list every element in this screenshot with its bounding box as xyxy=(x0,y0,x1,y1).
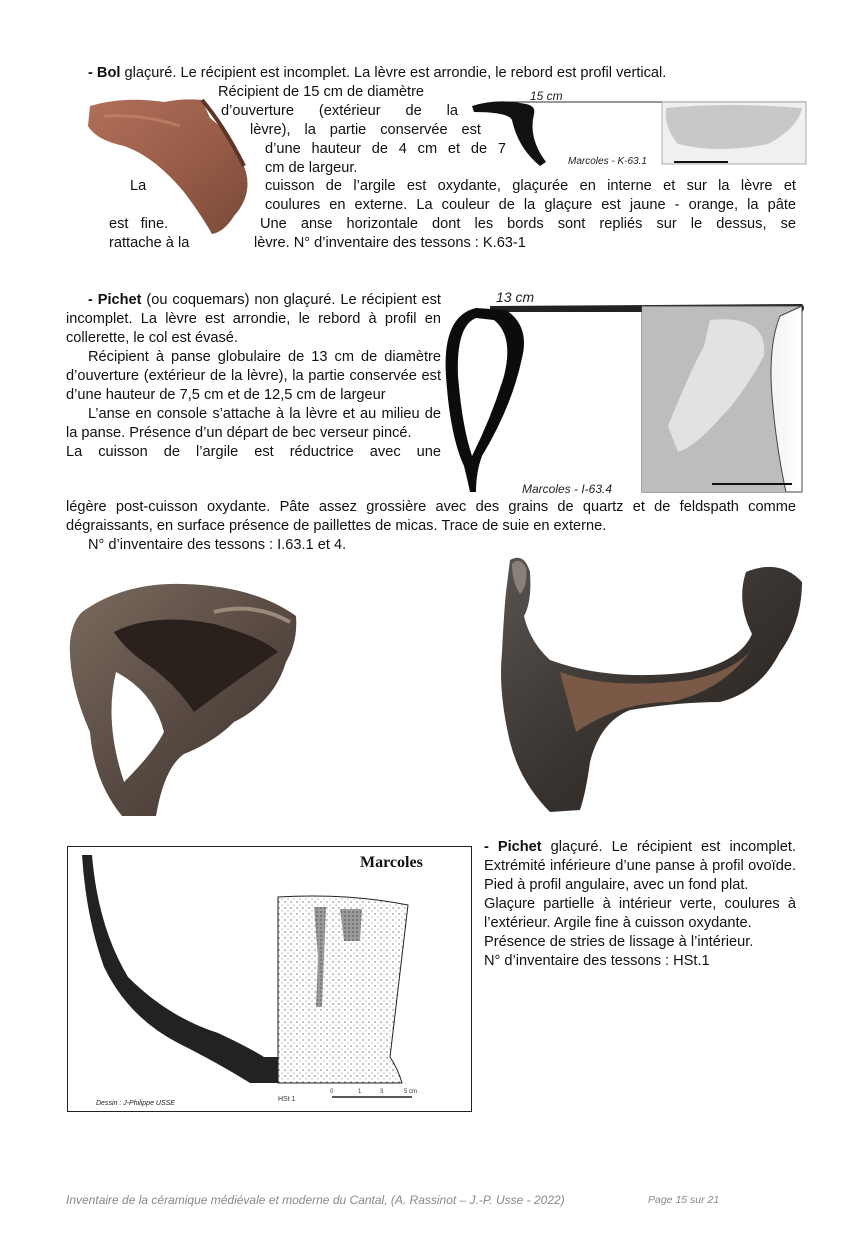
item1-line1: Récipient de 15 cm de diamètre xyxy=(218,84,425,100)
item3-lead: - Pichet xyxy=(484,839,542,855)
item2-p4b: légère post-cuisson oxydante. Pâte assez grossière avec des grains de quartz et de feldspath comme dégraissants, en surface présence de paillettes de micas. Trace de suie en externe. xyxy=(66,499,796,534)
item1-line5: cm de largeur. xyxy=(265,160,358,176)
pichet2-drawing-title: Marcoles xyxy=(360,854,423,871)
pichet2-drawing-frame xyxy=(67,846,472,1112)
pichet2-code: HSt 1 xyxy=(278,1096,296,1103)
item1-line6a: La xyxy=(130,178,147,194)
bol-caption: Marcoles - K-63.1 xyxy=(568,156,647,167)
item1-lead: - Bol xyxy=(88,65,121,81)
item1-line4: d’une hauteur de 4 cm et de 7 xyxy=(265,141,506,157)
scale-label-5: 5 cm xyxy=(404,1089,418,1095)
item1-line8b: Une anse horizontale dont les bords sont repliés sur le dessus, se xyxy=(260,216,796,232)
item2-p3: L’anse en console s’attache à la lèvre et au milieu de la panse. Présence d’un départ de bec verseur pincé. xyxy=(66,406,441,441)
item1-line9a: rattache à la xyxy=(109,235,190,251)
item3-p1 xyxy=(484,838,796,895)
item1-line9b: lèvre. N° d’inventaire des tessons : K.63-1 xyxy=(254,235,526,251)
pichet-caption: Marcoles - I-63.4 xyxy=(522,482,613,496)
item1-title-line xyxy=(88,64,798,83)
item2-text xyxy=(66,291,441,462)
scale-label-0: 0 xyxy=(330,1089,334,1095)
bol-dimension-label: 15 cm xyxy=(530,89,563,103)
item2-p2: Récipient à panse globulaire de 13 cm de diamètre d’ouverture (extérieur de la lèvre), la partie conservée est d’une hauteur de 7,5 cm et de 12,5 cm de largeur xyxy=(66,349,441,403)
page-number: Page 15 sur 21 xyxy=(648,1194,720,1206)
page-footer xyxy=(66,1193,720,1207)
bol-photo xyxy=(84,96,256,236)
pichet-photo-right xyxy=(490,552,804,814)
item2-p1 xyxy=(66,291,441,348)
item2-intro: (ou coquemars) non glaçuré. Le récipient est incomplet. La lèvre est arrondie, le rebord à profil en collerette, le col est évasé. xyxy=(66,292,441,346)
item3-p3: Présence de stries de lissage à l’intérieur. xyxy=(484,934,754,950)
footer-text: Inventaire de la céramique médiévale et moderne du Cantal, (A. Rassinot – J.-P. Usse - 2022) xyxy=(66,1193,565,1207)
item1-intro: glaçuré. Le récipient est incomplet. La lèvre est arrondie, le rebord est profil vertical. xyxy=(120,65,667,81)
item2-lead: - Pichet xyxy=(88,292,142,308)
item3-p4: N° d’inventaire des tessons : HSt.1 xyxy=(484,953,710,969)
pichet2-drawing xyxy=(68,847,471,1111)
item1-line7: coulures en externe. La couleur de la glaçure est jaune - orange, la pâte xyxy=(265,197,796,213)
bol-drawing xyxy=(468,88,808,170)
pichet-photo-left xyxy=(64,572,300,818)
item3-intro: glaçuré. Le récipient est incomplet. Extrémité inférieure d’une panse à profil ovoïde. Pied à profil angulaire, avec un fond plat. xyxy=(484,839,796,893)
item2-p4a: La cuisson de l’argile est réductrice avec une xyxy=(66,444,441,460)
pichet2-credit: Dessin : J-Philippe USSE xyxy=(96,1100,175,1107)
item1-line6b: cuisson de l’argile est oxydante, glaçurée en interne et sur la lèvre et xyxy=(265,178,796,194)
item1-line8a: est fine. xyxy=(109,216,169,232)
item1-line2: d’ouverture (extérieur de la xyxy=(221,103,458,119)
scale-label-1: 1 xyxy=(358,1089,362,1095)
item3-text xyxy=(484,838,796,971)
item1-line3: lèvre), la partie conservée est xyxy=(250,122,481,138)
pichet-drawing xyxy=(442,286,808,498)
item3-p2: Glaçure partielle à intérieur verte, coulures à l’extérieur. Argile fine à cuisson oxydante. xyxy=(484,896,796,931)
scale-label-3: 3 xyxy=(380,1089,384,1095)
item2-p5: N° d’inventaire des tessons : I.63.1 et 4. xyxy=(88,537,347,553)
pichet-dimension-label: 13 cm xyxy=(496,289,535,305)
